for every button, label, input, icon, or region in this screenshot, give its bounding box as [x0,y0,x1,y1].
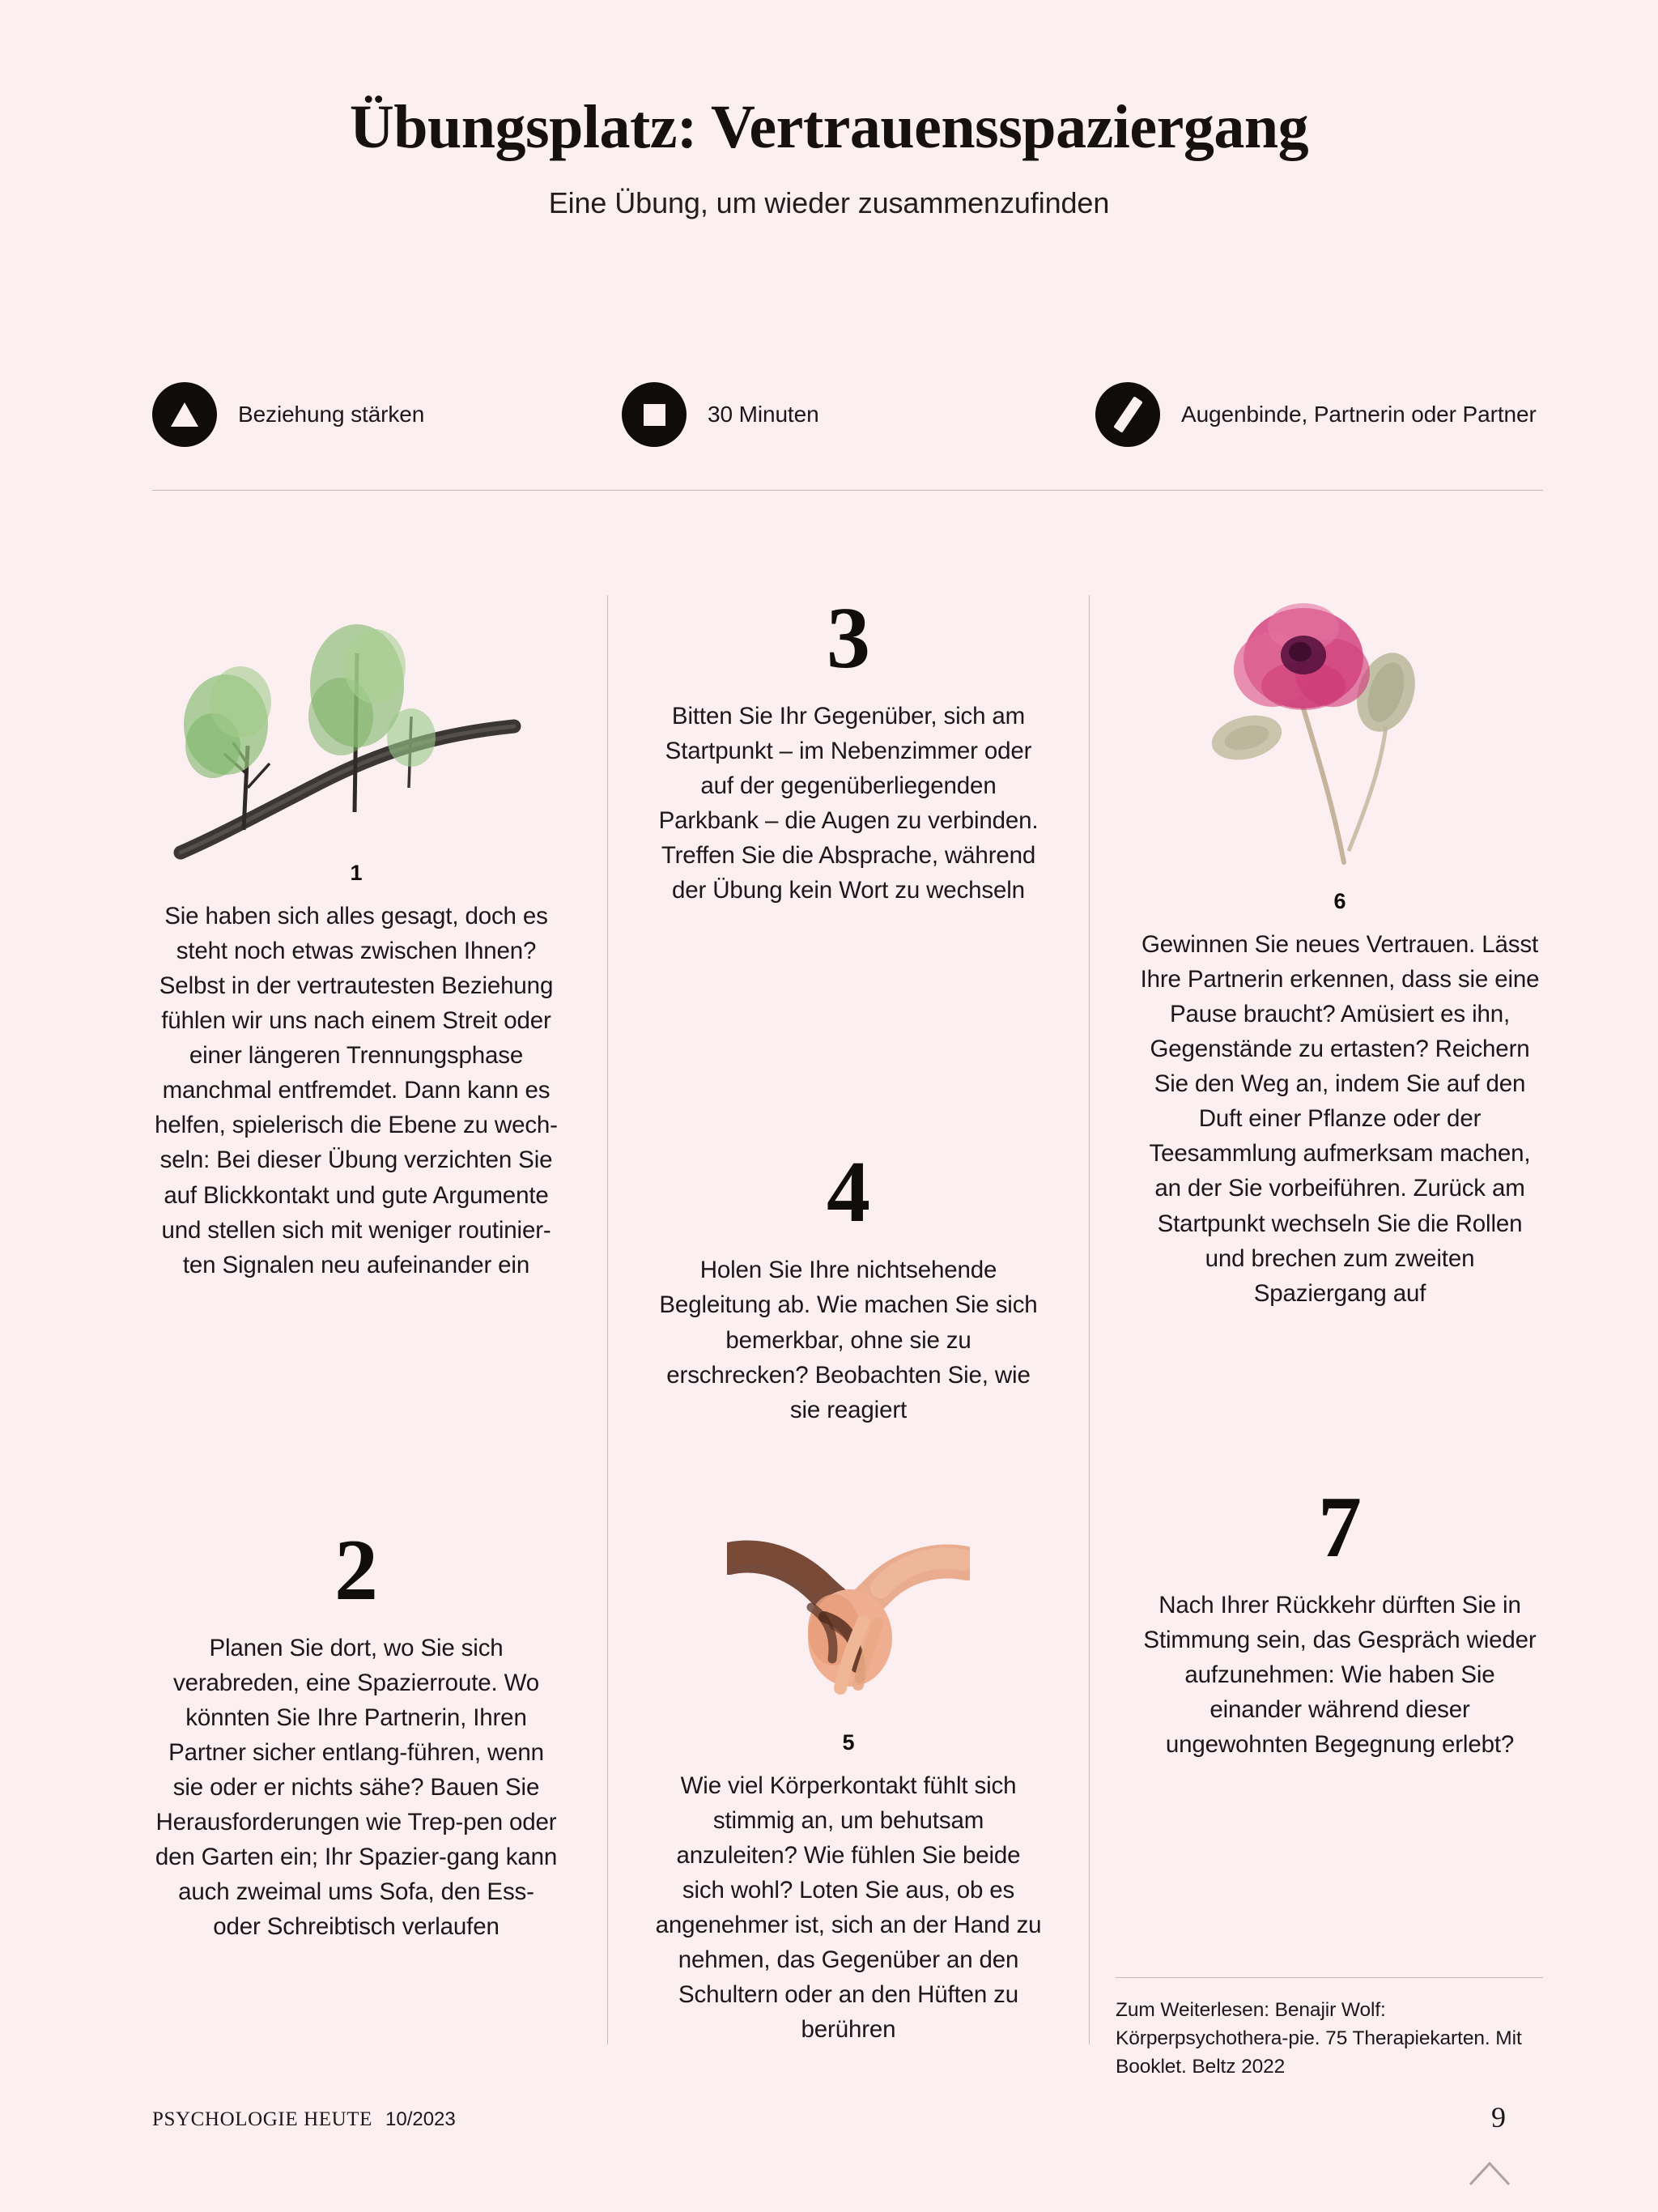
step-text-1: Sie haben sich alles gesagt, doch es steht noch etwas zwischen Ihnen? Selbst in der vertrautesten Beziehung fühlen wir uns nach einem Streit oder einer längeren Trennungsphase manchmal entfremdet. Dann kann es helfen, spielerisch die Ebene zu wech-seln: Bei dieser Übung verzichten Sie auf Blickkontakt und gute Argumente und stellen sich mit weniger routinier-ten Signalen neu aufeinander ein [155,903,558,1278]
step-number-5: 5 [842,1729,855,1755]
magazine-name: PSYCHOLOGIE HEUTE [152,2108,372,2130]
column-right [1090,595,1543,2044]
column-left [152,595,607,2044]
trees-path-illustration [152,595,560,862]
triangle-icon [152,382,217,447]
step-number-2: 2 [334,1521,378,1619]
step-text-6: Gewinnen Sie neues Vertrauen. Lässt Ihre Partnerin erkennen, dass sie eine Pause braucht? Amüsiert es ihn, Gegenstände zu ertasten? Reichern Sie den Weg an, indem Sie auf den Duft einer Pflanze oder der Teesammlung aufmerksam machen, an der Sie vorbeiführen. Zurück am Startpunkt wechseln Sie die Rollen und brechen zum zweiten Spaziergang auf [1140,931,1540,1307]
step-text-7: Nach Ihrer Rückkehr dürften Sie in Stimmung sein, das Gespräch wieder aufzunehmen: Wie haben Sie einander während dieser ungewohnten Begegnung erlebt? [1143,1591,1537,1758]
step-text-3: Bitten Sie Ihr Gegenüber, sich am Startpunkt – im Nebenzimmer oder auf der gegenüberliegenden Parkbank – die Augen zu verbinden. Treffen Sie die Absprache, während der Übung kein Wort zu wechseln [658,703,1039,904]
meta-item-materials [1095,382,1543,447]
meta-label-goal: Beziehung stärken [238,402,425,427]
meta-label-duration: 30 Minuten [708,402,819,427]
chevron-up-icon[interactable] [1465,2155,1514,2189]
footer-magazine [152,2108,456,2131]
step-text-5: Wie viel Körperkontakt fühlt sich stimmig an, um behutsam anzuleiten? Wie fühlen Sie beide sich wohl? Loten Sie aus, ob es angenehmer ist, sich an der Hand zu nehmen, das Gegenüber an den Schultern oder an den Hüften zu berühren [655,1772,1042,2044]
meta-row [152,382,1543,447]
page-title: Übungsplatz: Vertrauensspaziergang [349,93,1309,161]
step-number-4: 4 [827,1144,870,1241]
blindfold-bar-icon [1095,382,1160,447]
page-header [0,0,1658,220]
issue-number: 10/2023 [385,2108,456,2130]
further-reading-credit: Zum Weiterlesen: Benajir Wolf: Körperpsychothera-pie. 75 Therapiekarten. Mit Booklet. Beltz 2022 [1116,1999,1522,2078]
step-text-2: Planen Sie dort, wo Sie sich verabreden, eine Spazierroute. Wo könnten Sie Ihre Partnerin, Ihren Partner sicher entlang-führen, wenn sie oder er nichts sähe? Bauen Sie Herausforderungen wie Trep-pen oder den Garten ein; Ihr Spazier-gang kann auch zweimal ums Sofa, den Ess- oder Schreibtisch verlaufen [155,1634,558,1941]
step-number-1: 1 [350,861,363,885]
step-number-6: 6 [1333,889,1346,913]
poppy-flower-illustration [1137,595,1543,883]
step-number-3: 3 [827,590,870,687]
column-middle [607,590,1090,2044]
steps-columns [152,590,1543,2044]
page-number: 9 [1491,2101,1506,2133]
meta-item-duration [622,382,1095,447]
square-icon [622,382,687,447]
meta-item-goal [152,382,622,447]
meta-label-materials: Augenbinde, Partnerin oder Partner [1181,402,1537,427]
page-subtitle: Eine Übung, um wieder zusammenzufinden [548,185,1110,219]
step-text-4: Holen Sie Ihre nichtsehende Begleitung ab. Wie machen Sie sich bemerkbar, ohne sie zu erschrecken? Beobachten Sie, wie sie reagiert [659,1257,1038,1423]
step-number-7: 7 [1318,1478,1362,1576]
divider-credit [1116,1977,1543,1978]
divider-top [152,490,1543,491]
holding-hands-illustration [655,1516,1042,1719]
